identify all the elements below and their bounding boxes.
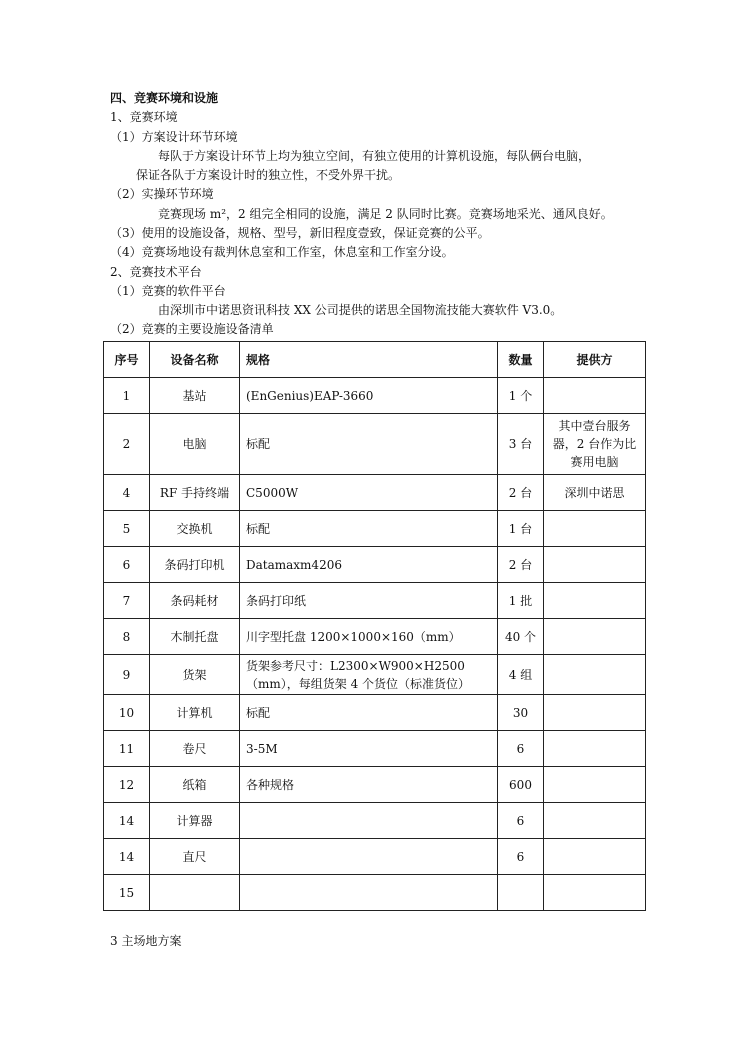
cell-quantity: 4 组 (498, 655, 544, 695)
cell-provider (544, 695, 646, 731)
table-row (104, 414, 646, 475)
cell-device-name: 条码耗材 (150, 583, 240, 619)
cell-index: 14 (104, 839, 150, 875)
cell-device-name: RF 手持终端 (150, 475, 240, 511)
section-heading: 四、竞赛环境和设施 (110, 91, 219, 105)
cell-spec (240, 875, 498, 911)
cell-spec (240, 803, 498, 839)
cell-quantity: 6 (498, 839, 544, 875)
cell-provider (544, 547, 646, 583)
cell-index: 4 (104, 475, 150, 511)
cell-index: 15 (104, 875, 150, 911)
cell-quantity: 1 个 (498, 378, 544, 414)
cell-quantity: 600 (498, 767, 544, 803)
table-row (104, 547, 646, 583)
table-header-row (104, 342, 646, 378)
tech-1-title: （1）竞赛的软件平台 (110, 284, 226, 298)
cell-index: 12 (104, 767, 150, 803)
cell-spec: 条码打印纸 (240, 583, 498, 619)
env-title: 1、竞赛环境 (110, 110, 178, 124)
env-1-line1: 每队于方案设计环节上均为独立空间，有独立使用的计算机设施，每队俩台电脑， (158, 149, 591, 163)
cell-quantity: 30 (498, 695, 544, 731)
cell-quantity: 6 (498, 803, 544, 839)
cell-quantity (498, 875, 544, 911)
cell-index: 8 (104, 619, 150, 655)
table-row (104, 767, 646, 803)
table-row (104, 619, 646, 655)
cell-index: 9 (104, 655, 150, 695)
env-1-title: （1）方案设计环节环境 (110, 130, 238, 144)
cell-spec: 货架参考尺寸：L2300×W900×H2500（mm），每组货架 4 个货位（标准货位） (240, 655, 498, 695)
cell-provider (544, 583, 646, 619)
cell-provider (544, 767, 646, 803)
header-spec: 规格 (240, 342, 498, 378)
cell-provider (544, 619, 646, 655)
table-row (104, 695, 646, 731)
cell-provider: 深圳中诺思 (544, 475, 646, 511)
cell-spec: 标配 (240, 511, 498, 547)
cell-quantity: 2 台 (498, 475, 544, 511)
env-4: （4）竞赛场地设有裁判休息室和工作室，休息室和工作室分设。 (110, 245, 454, 259)
cell-device-name: 计算器 (150, 803, 240, 839)
table-row (104, 655, 646, 695)
cell-device-name: 纸箱 (150, 767, 240, 803)
cell-index: 7 (104, 583, 150, 619)
cell-device-name: 交换机 (150, 511, 240, 547)
cell-device-name: 直尺 (150, 839, 240, 875)
env-1-line2: 保证各队于方案设计时的独立性，不受外界干扰。 (136, 168, 401, 182)
cell-index: 1 (104, 378, 150, 414)
equipment-table (103, 341, 646, 911)
table-row (104, 511, 646, 547)
cell-quantity: 40 个 (498, 619, 544, 655)
cell-quantity: 1 台 (498, 511, 544, 547)
cell-index: 6 (104, 547, 150, 583)
table-row (104, 875, 646, 911)
table-row (104, 583, 646, 619)
cell-provider (544, 655, 646, 695)
cell-provider (544, 378, 646, 414)
cell-device-name: 电脑 (150, 414, 240, 475)
cell-quantity: 3 台 (498, 414, 544, 475)
cell-quantity: 2 台 (498, 547, 544, 583)
cell-quantity: 6 (498, 731, 544, 767)
header-index: 序号 (104, 342, 150, 378)
cell-device-name (150, 875, 240, 911)
cell-spec: 标配 (240, 695, 498, 731)
footer-heading: 3 主场地方案 (110, 934, 182, 948)
cell-device-name: 条码打印机 (150, 547, 240, 583)
cell-index: 2 (104, 414, 150, 475)
cell-provider: 其中壹台服务器，2 台作为比赛用电脑 (544, 414, 646, 475)
env-3: （3）使用的设施设备，规格、型号，新旧程度壹致，保证竞赛的公平。 (110, 226, 490, 240)
cell-index: 11 (104, 731, 150, 767)
table-row (104, 378, 646, 414)
cell-provider (544, 839, 646, 875)
cell-index: 14 (104, 803, 150, 839)
cell-provider (544, 803, 646, 839)
cell-spec (240, 839, 498, 875)
table-row (104, 803, 646, 839)
cell-spec: Datamaxm4206 (240, 547, 498, 583)
cell-index: 10 (104, 695, 150, 731)
cell-spec: 标配 (240, 414, 498, 475)
tech-2-title: （2）竞赛的主要设施设备清单 (110, 322, 274, 336)
table-row (104, 839, 646, 875)
cell-device-name: 基站 (150, 378, 240, 414)
cell-spec: 3-5M (240, 731, 498, 767)
cell-spec: (EnGenius)EAP-3660 (240, 378, 498, 414)
table-row (104, 475, 646, 511)
cell-index: 5 (104, 511, 150, 547)
cell-provider (544, 731, 646, 767)
cell-provider (544, 511, 646, 547)
env-2-title: （2）实操环节环境 (110, 187, 214, 201)
cell-device-name: 货架 (150, 655, 240, 695)
cell-spec: C5000W (240, 475, 498, 511)
header-quantity: 数量 (498, 342, 544, 378)
header-provider: 提供方 (544, 342, 646, 378)
cell-device-name: 计算机 (150, 695, 240, 731)
header-device-name: 设备名称 (150, 342, 240, 378)
table-row (104, 731, 646, 767)
tech-1-line1: 由深圳市中诺思资讯科技 XX 公司提供的诺思全国物流技能大赛软件 V3.0。 (158, 303, 563, 317)
tech-title: 2、竞赛技术平台 (110, 265, 202, 279)
cell-device-name: 木制托盘 (150, 619, 240, 655)
cell-spec: 各种规格 (240, 767, 498, 803)
cell-spec: 川字型托盘 1200×1000×160（mm） (240, 619, 498, 655)
cell-device-name: 卷尺 (150, 731, 240, 767)
cell-provider (544, 875, 646, 911)
env-2-line1: 竞赛现场 m²，2 组完全相同的设施，满足 2 队同时比赛。竞赛场地采光、通风良好。 (158, 207, 613, 221)
cell-quantity: 1 批 (498, 583, 544, 619)
